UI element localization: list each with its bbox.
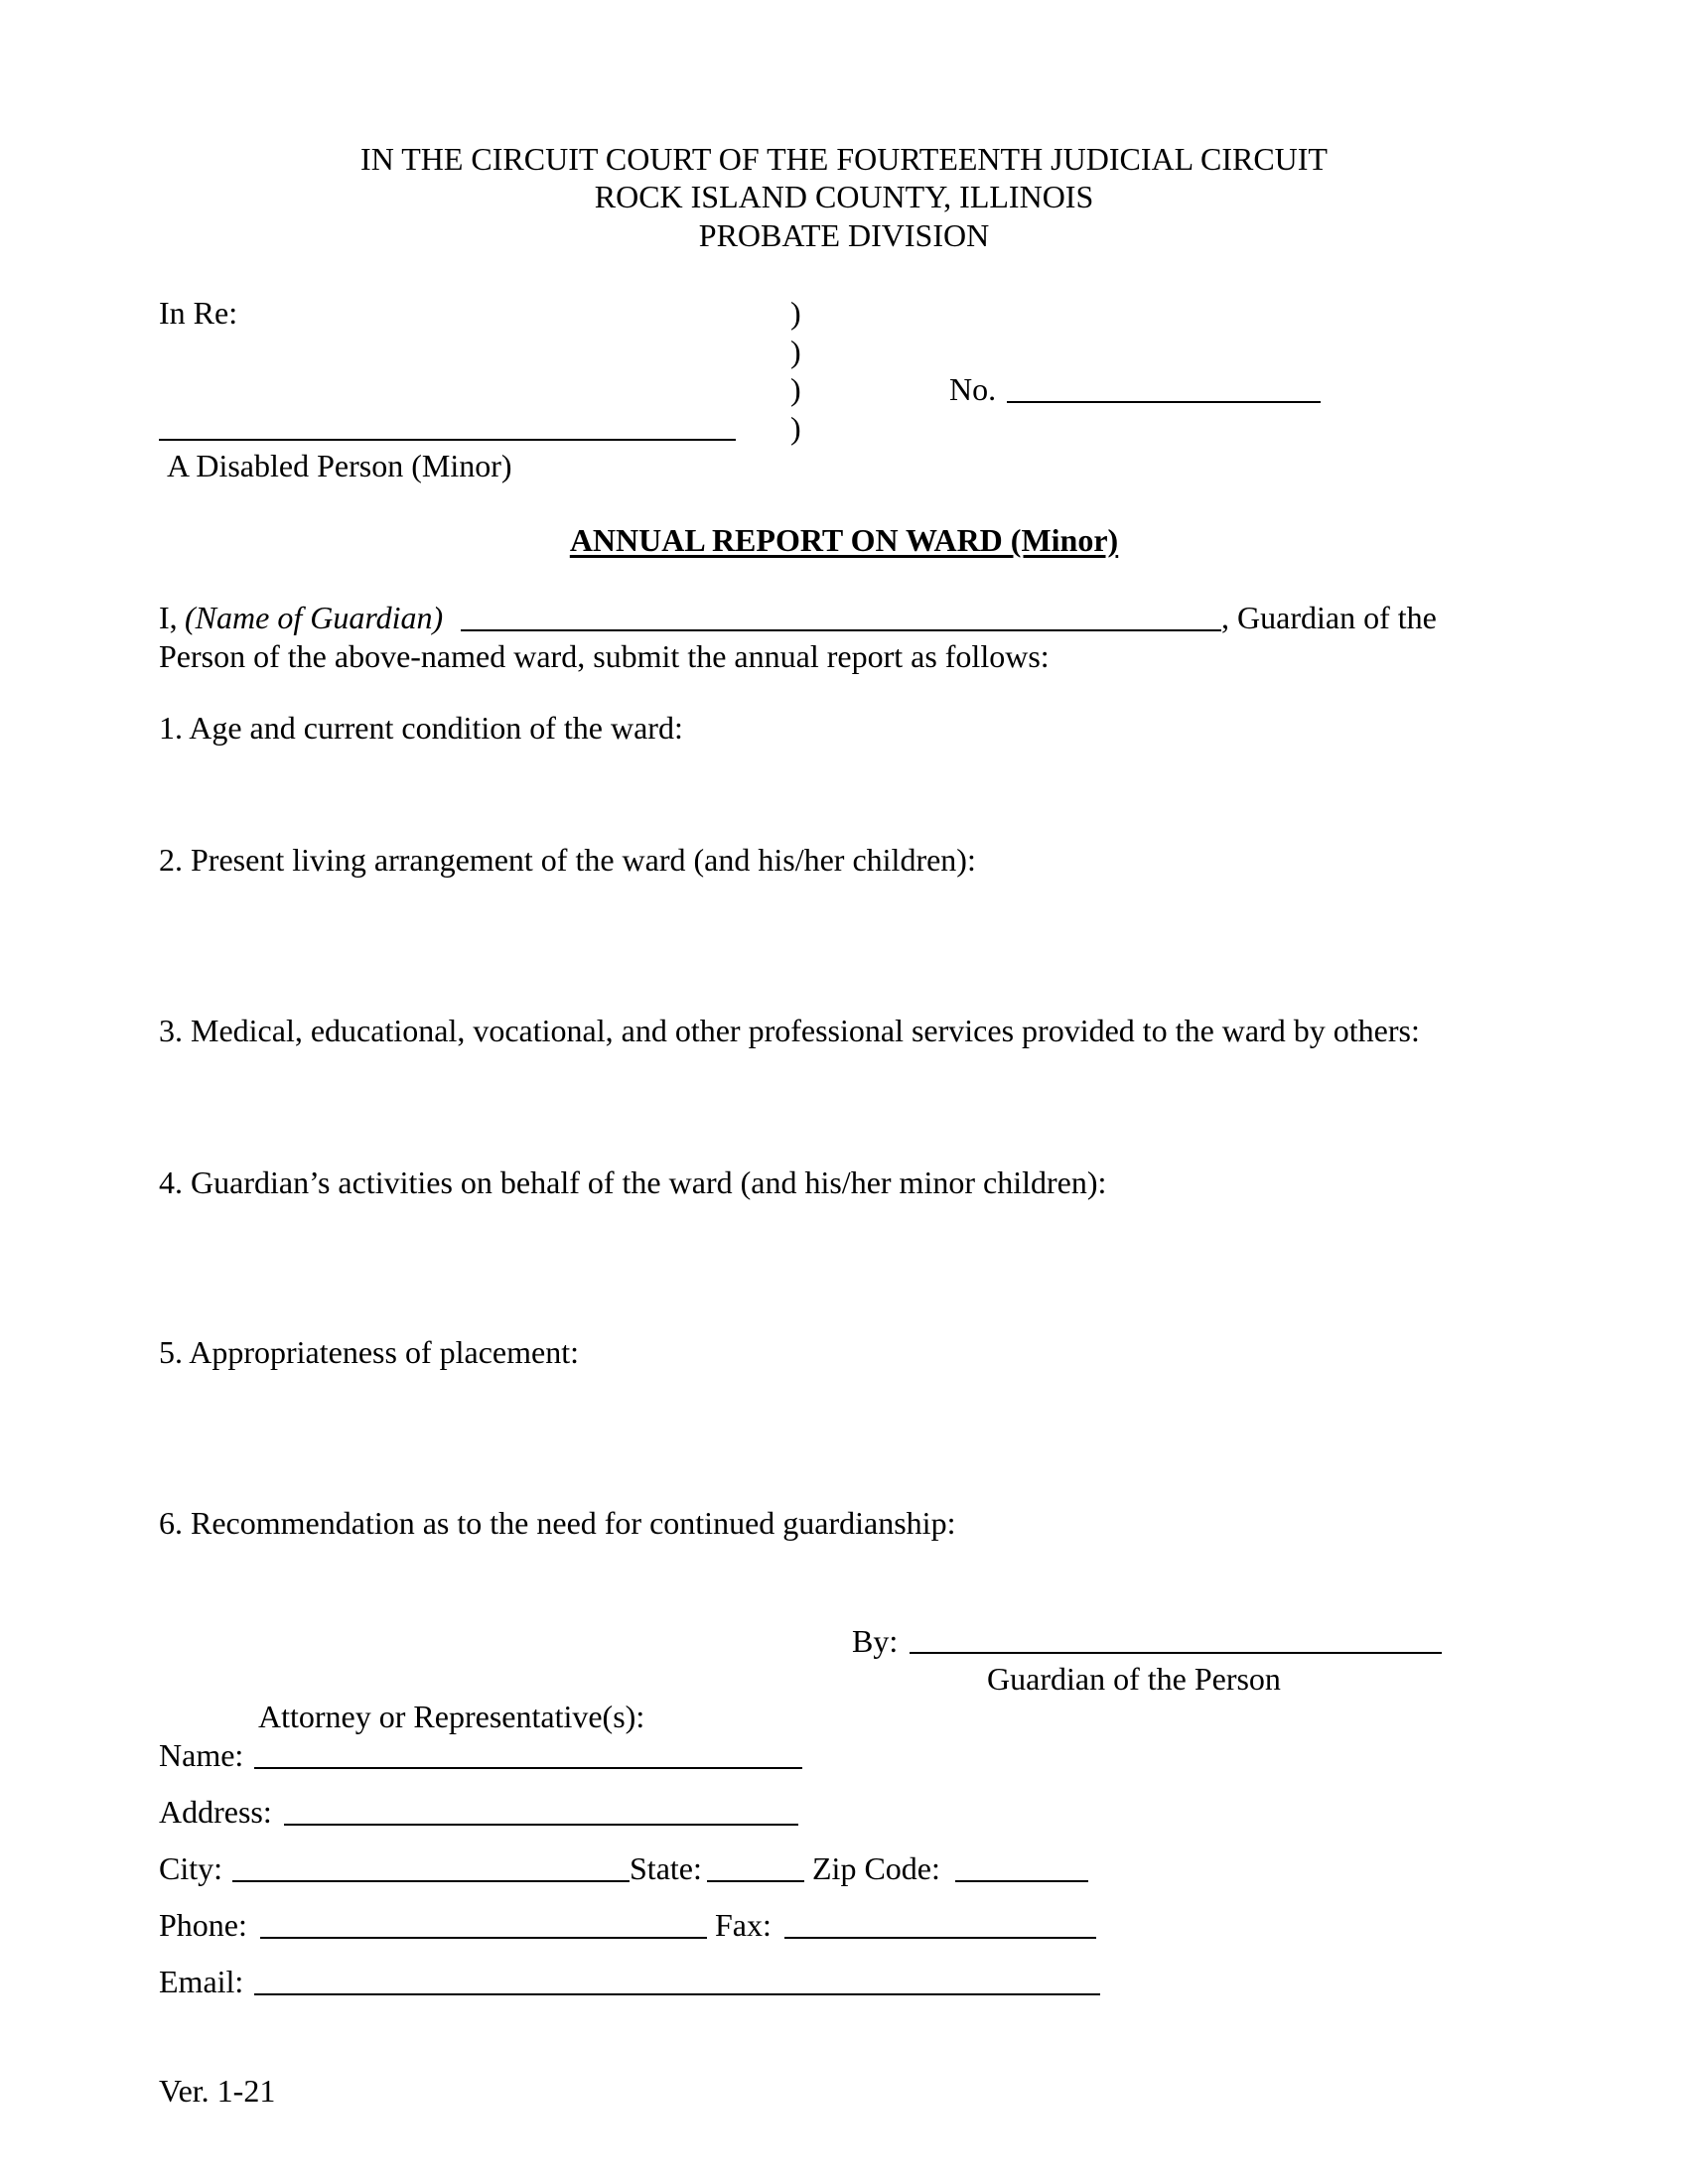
state-label: State: [630, 1850, 702, 1886]
attorney-state-field[interactable] [707, 1880, 804, 1882]
intro-suffix: , Guardian of the [1221, 600, 1437, 635]
report-item: 3. Medical, educational, vocational, and other professional services provided to the ward by others: [159, 1013, 1420, 1048]
report-item: 5. Appropriateness of placement: [159, 1334, 579, 1370]
intro-prefix: I, [159, 600, 178, 635]
phone-label: Phone: [159, 1907, 247, 1943]
caption-paren: ) [790, 371, 801, 407]
caption-paren: ) [790, 295, 801, 331]
attorney-email-field[interactable] [254, 1993, 1100, 1995]
guardian-signature-field[interactable] [910, 1652, 1442, 1654]
case-number-label: No. [949, 371, 997, 407]
city-label: City: [159, 1850, 223, 1886]
page-title: ANNUAL REPORT ON WARD (Minor) [569, 522, 1119, 558]
case-number-field[interactable] [1007, 401, 1321, 403]
caption-paren: ) [790, 410, 801, 446]
attorney-heading: Attorney or Representative(s): [258, 1699, 645, 1734]
caption-paren: ) [790, 334, 801, 369]
attorney-fax-field[interactable] [784, 1937, 1096, 1939]
zip-label: Zip Code: [812, 1850, 940, 1886]
ward-name-field[interactable] [159, 439, 736, 441]
attorney-city-field[interactable] [232, 1880, 630, 1882]
address-label: Address: [159, 1794, 272, 1830]
division-name: PROBATE DIVISION [698, 217, 990, 253]
disabled-person-label: A Disabled Person (Minor) [167, 448, 512, 483]
county-name: ROCK ISLAND COUNTY, ILLINOIS [594, 179, 1094, 214]
attorney-name-field[interactable] [254, 1767, 802, 1769]
fax-label: Fax: [715, 1907, 772, 1943]
signature-role: Guardian of the Person [987, 1661, 1281, 1697]
guardian-name-field[interactable] [461, 629, 1221, 631]
attorney-phone-field[interactable] [260, 1937, 707, 1939]
report-item: 6. Recommendation as to the need for continued guardianship: [159, 1505, 956, 1541]
in-re-label: In Re: [159, 295, 238, 331]
report-item: 4. Guardian’s activities on behalf of the ward (and his/her minor children): [159, 1164, 1107, 1200]
guardian-name-hint: (Name of Guardian) [185, 600, 444, 635]
attorney-address-field[interactable] [284, 1824, 798, 1826]
by-label: By: [852, 1623, 899, 1659]
intro-line-2: Person of the above-named ward, submit the annual report as follows: [159, 638, 1050, 674]
report-item: 2. Present living arrangement of the ward (and his/her children): [159, 842, 976, 878]
version-label: Ver. 1-21 [159, 2073, 276, 2109]
court-name: IN THE CIRCUIT COURT OF THE FOURTEENTH JUDICIAL CIRCUIT [360, 141, 1328, 177]
attorney-zip-field[interactable] [955, 1880, 1088, 1882]
report-item: 1. Age and current condition of the ward: [159, 710, 683, 746]
name-label: Name: [159, 1737, 244, 1773]
email-label: Email: [159, 1964, 244, 1999]
